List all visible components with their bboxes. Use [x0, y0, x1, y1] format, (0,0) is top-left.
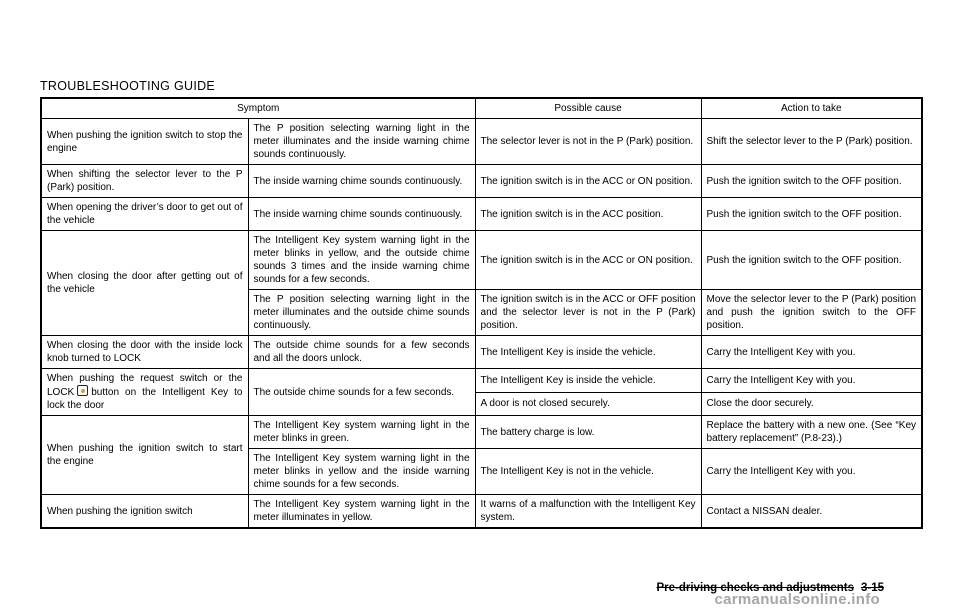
symptom-text: When pushing the request switch or the LOCK: [47, 373, 243, 398]
cause-cell: The ignition switch is in the ACC or OFF position and the selector lever is not in the P (Park) position.: [475, 290, 701, 336]
detail-cell: The Intelligent Key system warning light in the meter blinks in green.: [248, 416, 475, 449]
action-cell: Shift the selector lever to the P (Park) position.: [701, 119, 922, 165]
cause-cell: The battery charge is low.: [475, 416, 701, 449]
symptom-cell: When closing the door after getting out of the vehicle: [41, 231, 248, 336]
table-row: [41, 198, 922, 231]
table-row: [41, 119, 922, 165]
table-row: [41, 336, 922, 369]
symptom-cell: When opening the driver’s door to get out of the vehicle: [41, 198, 248, 231]
cause-cell: A door is not closed securely.: [475, 392, 701, 416]
footer-page-number: 3-15: [860, 582, 884, 594]
detail-cell: The Intelligent Key system warning light in the meter blinks in yellow and the inside warning chime sounds for a few seconds.: [248, 449, 475, 495]
symptom-cell: When closing the door with the inside lock knob turned to LOCK: [41, 336, 248, 369]
detail-cell: The P position selecting warning light in the meter illuminates and the inside warning chime sounds continuously.: [248, 119, 475, 165]
detail-cell: The P position selecting warning light in the meter illuminates and the outside chime sounds continuously.: [248, 290, 475, 336]
action-cell: Carry the Intelligent Key with you.: [701, 449, 922, 495]
action-cell: Push the ignition switch to the OFF position.: [701, 198, 922, 231]
symptom-cell: When pushing the ignition switch to start the engine: [41, 416, 248, 495]
table-row: [41, 495, 922, 529]
column-header-cause: Possible cause: [475, 98, 701, 119]
symptom-cell: [41, 369, 248, 416]
watermark: carmanualsonline.info: [714, 591, 880, 608]
action-cell: Push the ignition switch to the OFF position.: [701, 231, 922, 290]
column-header-action: Action to take: [701, 98, 922, 119]
detail-cell: The Intelligent Key system warning light in the meter blinks in yellow, and the outside chime sounds 3 times and the inside warning chime sounds for a few seconds.: [248, 231, 475, 290]
page-title: TROUBLESHOOTING GUIDE: [40, 79, 216, 93]
lock-button-dot: [81, 389, 85, 393]
cause-cell: The ignition switch is in the ACC or ON position.: [475, 231, 701, 290]
table-row: [41, 231, 922, 290]
table-row: [41, 369, 922, 393]
action-cell: Move the selector lever to the P (Park) position and push the ignition switch to the OFF position.: [701, 290, 922, 336]
action-cell: Close the door securely.: [701, 392, 922, 416]
footer-section-title: Pre-driving checks and adjustments: [656, 582, 854, 594]
action-cell: Push the ignition switch to the OFF position.: [701, 165, 922, 198]
column-header-symptom: Symptom: [41, 98, 475, 119]
cause-cell: The Intelligent Key is inside the vehicle.: [475, 369, 701, 393]
cause-cell: The selector lever is not in the P (Park) position.: [475, 119, 701, 165]
action-cell: Carry the Intelligent Key with you.: [701, 369, 922, 393]
cause-cell: It warns of a malfunction with the Intelligent Key system.: [475, 495, 701, 529]
cause-cell: The Intelligent Key is inside the vehicle.: [475, 336, 701, 369]
action-cell: Contact a NISSAN dealer.: [701, 495, 922, 529]
detail-cell: The inside warning chime sounds continuously.: [248, 198, 475, 231]
symptom-text: button on the Intelligent Key to lock the door: [47, 387, 243, 411]
detail-cell: The inside warning chime sounds continuously.: [248, 165, 475, 198]
lock-button-icon: [77, 385, 88, 396]
cause-cell: The Intelligent Key is not in the vehicle.: [475, 449, 701, 495]
detail-cell: The outside chime sounds for a few seconds and all the doors unlock.: [248, 336, 475, 369]
detail-cell: The Intelligent Key system warning light in the meter illuminates in yellow.: [248, 495, 475, 529]
table-row: [41, 165, 922, 198]
cause-cell: The ignition switch is in the ACC position.: [475, 198, 701, 231]
symptom-cell: When pushing the ignition switch: [41, 495, 248, 529]
action-cell: Replace the battery with a new one. (See “Key battery replacement” (P.8-23).): [701, 416, 922, 449]
symptom-cell: When pushing the ignition switch to stop the engine: [41, 119, 248, 165]
table-header-row: [41, 98, 922, 119]
troubleshooting-table: [40, 97, 923, 529]
action-cell: Carry the Intelligent Key with you.: [701, 336, 922, 369]
symptom-cell: When shifting the selector lever to the P (Park) position.: [41, 165, 248, 198]
table-row: [41, 416, 922, 449]
cause-cell: The ignition switch is in the ACC or ON position.: [475, 165, 701, 198]
detail-cell: The outside chime sounds for a few seconds.: [248, 369, 475, 416]
